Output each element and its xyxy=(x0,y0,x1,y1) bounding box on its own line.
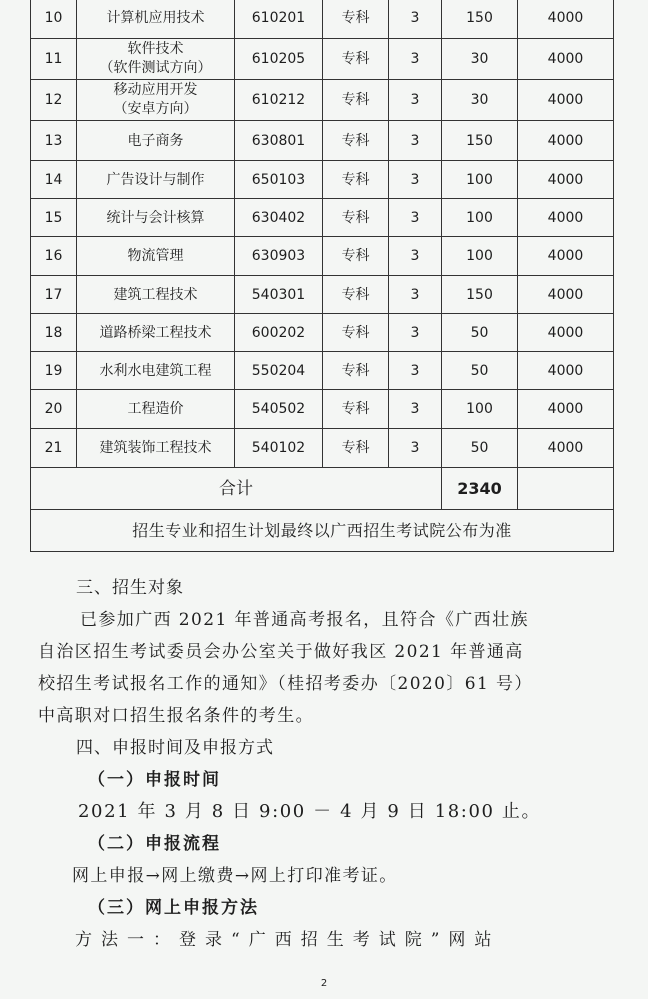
tuition-fee: 4000 xyxy=(518,161,614,199)
major-name xyxy=(77,237,235,276)
tuition-fee: 4000 xyxy=(518,80,614,121)
study-years: 3 xyxy=(389,39,442,80)
tuition-fee: 4000 xyxy=(518,429,614,468)
total-empty-cell xyxy=(518,468,614,510)
tuition-fee: 4000 xyxy=(518,39,614,80)
row-number: 17 xyxy=(31,276,77,314)
tuition-fee: 4000 xyxy=(518,0,614,39)
section4-heading: 四、申报时间及申报方式 xyxy=(76,738,274,758)
tuition-fee: 4000 xyxy=(518,237,614,276)
major-code: 540301 xyxy=(235,276,323,314)
table-row xyxy=(31,199,614,237)
total-row xyxy=(31,468,614,510)
major-name xyxy=(77,352,235,390)
education-level: 专科 xyxy=(323,121,389,161)
education-level: 专科 xyxy=(323,80,389,121)
tuition-fee: 4000 xyxy=(518,276,614,314)
major-name-line: 工程造价 xyxy=(127,401,184,417)
major-code: 550204 xyxy=(235,352,323,390)
row-number: 11 xyxy=(31,39,77,80)
table-row xyxy=(31,0,614,39)
row-number: 21 xyxy=(31,429,77,468)
major-code: 610212 xyxy=(235,80,323,121)
study-years: 3 xyxy=(389,237,442,276)
study-years: 3 xyxy=(389,80,442,121)
table-row xyxy=(31,429,614,468)
enrollment-quota: 30 xyxy=(442,39,518,80)
enrollment-quota: 100 xyxy=(442,390,518,429)
study-years: 3 xyxy=(389,314,442,352)
table-row xyxy=(31,161,614,199)
total-label: 合计 xyxy=(31,468,442,510)
enrollment-quota: 100 xyxy=(442,161,518,199)
application-process: 网上申报→网上缴费→网上打印准考证。 xyxy=(72,866,398,886)
enrollment-quota: 50 xyxy=(442,352,518,390)
total-value: 2340 xyxy=(442,468,518,510)
major-name-line: 建筑工程技术 xyxy=(113,286,198,303)
major-name xyxy=(77,39,235,80)
row-number: 16 xyxy=(31,237,77,276)
major-name-line: 道路桥梁工程技术 xyxy=(99,324,212,341)
tuition-fee: 4000 xyxy=(518,352,614,390)
table-row xyxy=(31,390,614,429)
row-number: 12 xyxy=(31,80,77,121)
row-number: 10 xyxy=(31,0,77,39)
major-name-line: 计算机应用技术 xyxy=(106,9,205,26)
major-code: 650103 xyxy=(235,161,323,199)
table-row xyxy=(31,276,614,314)
education-level: 专科 xyxy=(323,276,389,314)
table-note: 招生专业和招生计划最终以广西招生考试院公布为准 xyxy=(31,510,614,552)
table-row xyxy=(31,352,614,390)
major-code: 630903 xyxy=(235,237,323,276)
row-number: 14 xyxy=(31,161,77,199)
education-level: 专科 xyxy=(323,314,389,352)
major-name-line: （安卓方向） xyxy=(113,101,198,117)
education-level: 专科 xyxy=(323,237,389,276)
row-number: 19 xyxy=(31,352,77,390)
row-number: 20 xyxy=(31,390,77,429)
major-code: 540502 xyxy=(235,390,323,429)
section3-line-2: 自治区招生考试委员会办公室关于做好我区 2021 年普通高 xyxy=(38,642,524,662)
note-row xyxy=(31,510,614,552)
body-text xyxy=(38,572,618,956)
education-level: 专科 xyxy=(323,0,389,39)
row-number: 15 xyxy=(31,199,77,237)
major-name xyxy=(77,314,235,352)
major-name xyxy=(77,199,235,237)
enrollment-quota: 30 xyxy=(442,80,518,121)
major-name xyxy=(77,121,235,161)
major-code: 600202 xyxy=(235,314,323,352)
table-row xyxy=(31,39,614,80)
major-name xyxy=(77,0,235,39)
enrollment-quota: 100 xyxy=(442,199,518,237)
major-name-line: 统计与会计核算 xyxy=(106,209,205,226)
major-name-line: 软件技术 xyxy=(127,41,184,57)
table-row xyxy=(31,80,614,121)
major-name xyxy=(77,161,235,199)
study-years: 3 xyxy=(389,352,442,390)
study-years: 3 xyxy=(389,161,442,199)
tuition-fee: 4000 xyxy=(518,199,614,237)
major-code: 630402 xyxy=(235,199,323,237)
table-row xyxy=(31,237,614,276)
major-name xyxy=(77,80,235,121)
education-level: 专科 xyxy=(323,429,389,468)
study-years: 3 xyxy=(389,390,442,429)
major-name-line: 广告设计与制作 xyxy=(106,171,205,188)
study-years: 3 xyxy=(389,199,442,237)
subsection-1-heading: （一）申报时间 xyxy=(88,770,221,790)
major-code: 610201 xyxy=(235,0,323,39)
study-years: 3 xyxy=(389,0,442,39)
major-name-line: 物流管理 xyxy=(127,248,184,264)
major-name-line: 建筑装饰工程技术 xyxy=(99,440,212,456)
education-level: 专科 xyxy=(323,39,389,80)
study-years: 3 xyxy=(389,429,442,468)
section3-line-3: 校招生考试报名工作的通知》（桂招考委办〔2020〕61 号） xyxy=(38,674,533,694)
section3-heading: 三、招生对象 xyxy=(76,578,184,598)
major-code: 610205 xyxy=(235,39,323,80)
subsection-3-heading: （三）网上申报方法 xyxy=(88,898,259,918)
online-method-line: 方法一：登录“广西招生考试院”网站 xyxy=(75,930,501,950)
major-name xyxy=(77,276,235,314)
tuition-fee: 4000 xyxy=(518,390,614,429)
row-number: 18 xyxy=(31,314,77,352)
education-level: 专科 xyxy=(323,199,389,237)
tuition-fee: 4000 xyxy=(518,121,614,161)
education-level: 专科 xyxy=(323,352,389,390)
page-number: 2 xyxy=(320,978,328,989)
table-row xyxy=(31,121,614,161)
section3-line-1: 已参加广西 2021 年普通高考报名，且符合《广西壮族 xyxy=(80,610,529,630)
table-row xyxy=(31,314,614,352)
enrollment-quota: 150 xyxy=(442,121,518,161)
enrollment-quota: 150 xyxy=(442,276,518,314)
row-number: 13 xyxy=(31,121,77,161)
enrollment-quota: 50 xyxy=(442,429,518,468)
major-code: 540102 xyxy=(235,429,323,468)
study-years: 3 xyxy=(389,276,442,314)
study-years: 3 xyxy=(389,121,442,161)
enrollment-quota: 150 xyxy=(442,0,518,39)
enrollment-quota: 50 xyxy=(442,314,518,352)
major-name-line: 电子商务 xyxy=(127,132,184,149)
table-body xyxy=(31,0,614,468)
application-time: 2021 年 3 月 8 日 9:00 － 4 月 9 日 18:00 止。 xyxy=(78,801,542,822)
subsection-2-heading: （二）申报流程 xyxy=(88,834,221,854)
enrollment-plan-table xyxy=(30,0,614,552)
tuition-fee: 4000 xyxy=(518,314,614,352)
enrollment-quota: 100 xyxy=(442,237,518,276)
section3-line-4: 中高职对口招生报名条件的考生。 xyxy=(38,706,314,726)
major-code: 630801 xyxy=(235,121,323,161)
major-name-line: （软件测试方向） xyxy=(99,60,212,76)
major-name-line: 水利水电建筑工程 xyxy=(99,362,212,379)
education-level: 专科 xyxy=(323,161,389,199)
major-name-line: 移动应用开发 xyxy=(113,82,198,98)
education-level: 专科 xyxy=(323,390,389,429)
major-name xyxy=(77,429,235,468)
major-name xyxy=(77,390,235,429)
